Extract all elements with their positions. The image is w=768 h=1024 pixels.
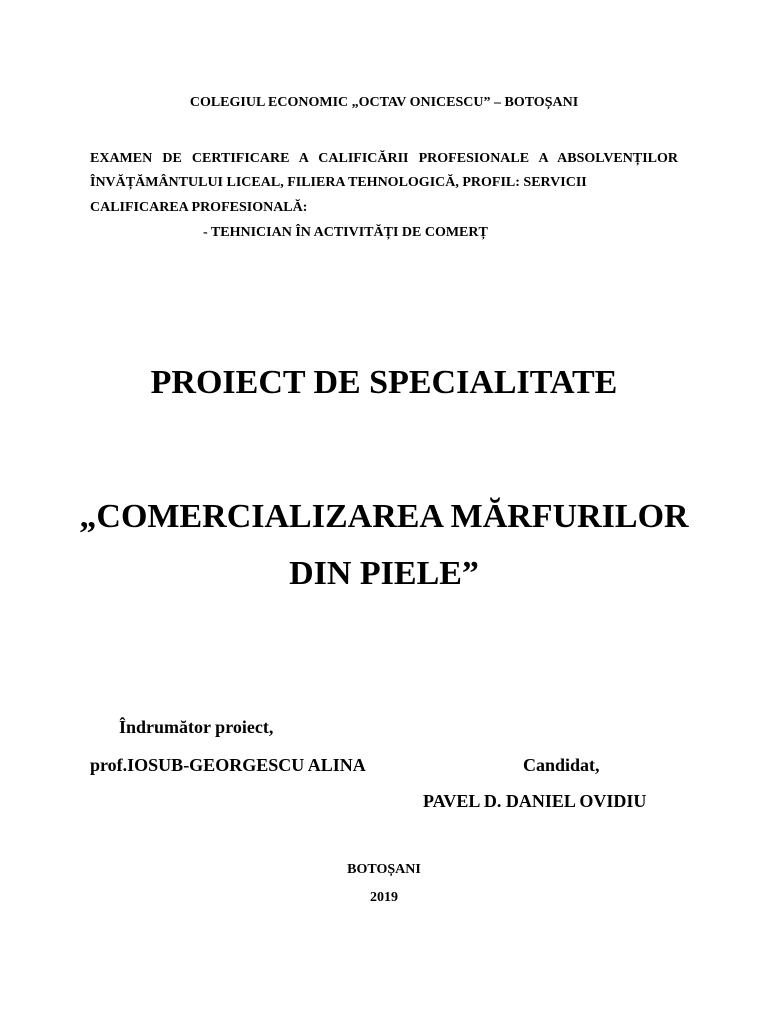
- candidate-label: Candidat,: [523, 755, 600, 775]
- project-type-heading: PROIECT DE SPECIALITATE: [150, 364, 618, 401]
- supervisor-label: Îndrumător proiect,: [119, 717, 274, 737]
- exam-line-2: ÎNVĂȚĂMÂNTULUI LICEAL, FILIERA TEHNOLOGICĂ, PROFIL: SERVICII: [90, 175, 587, 190]
- project-title-line-1: „COMERCIALIZAREA MĂRFURILOR: [79, 498, 689, 535]
- institution-heading: COLEGIUL ECONOMIC „OCTAV ONICESCU” – BOTOȘANI: [189, 95, 579, 110]
- footer-city: BOTOȘANI: [347, 862, 421, 877]
- exam-line-3: CALIFICAREA PROFESIONALĂ:: [90, 200, 308, 215]
- exam-line-1: EXAMEN DE CERTIFICARE A CALIFICĂRII PROFESIONALE A ABSOLVENȚILOR: [90, 151, 678, 166]
- footer-year: 2019: [370, 890, 398, 905]
- candidate-name: PAVEL D. DANIEL OVIDIU: [423, 791, 647, 811]
- qualification-line: - TEHNICIAN ÎN ACTIVITĂȚI DE COMERȚ: [203, 225, 488, 240]
- supervisor-name: prof.IOSUB-GEORGESCU ALINA: [90, 755, 366, 775]
- project-title-line-2: DIN PIELE”: [289, 555, 479, 592]
